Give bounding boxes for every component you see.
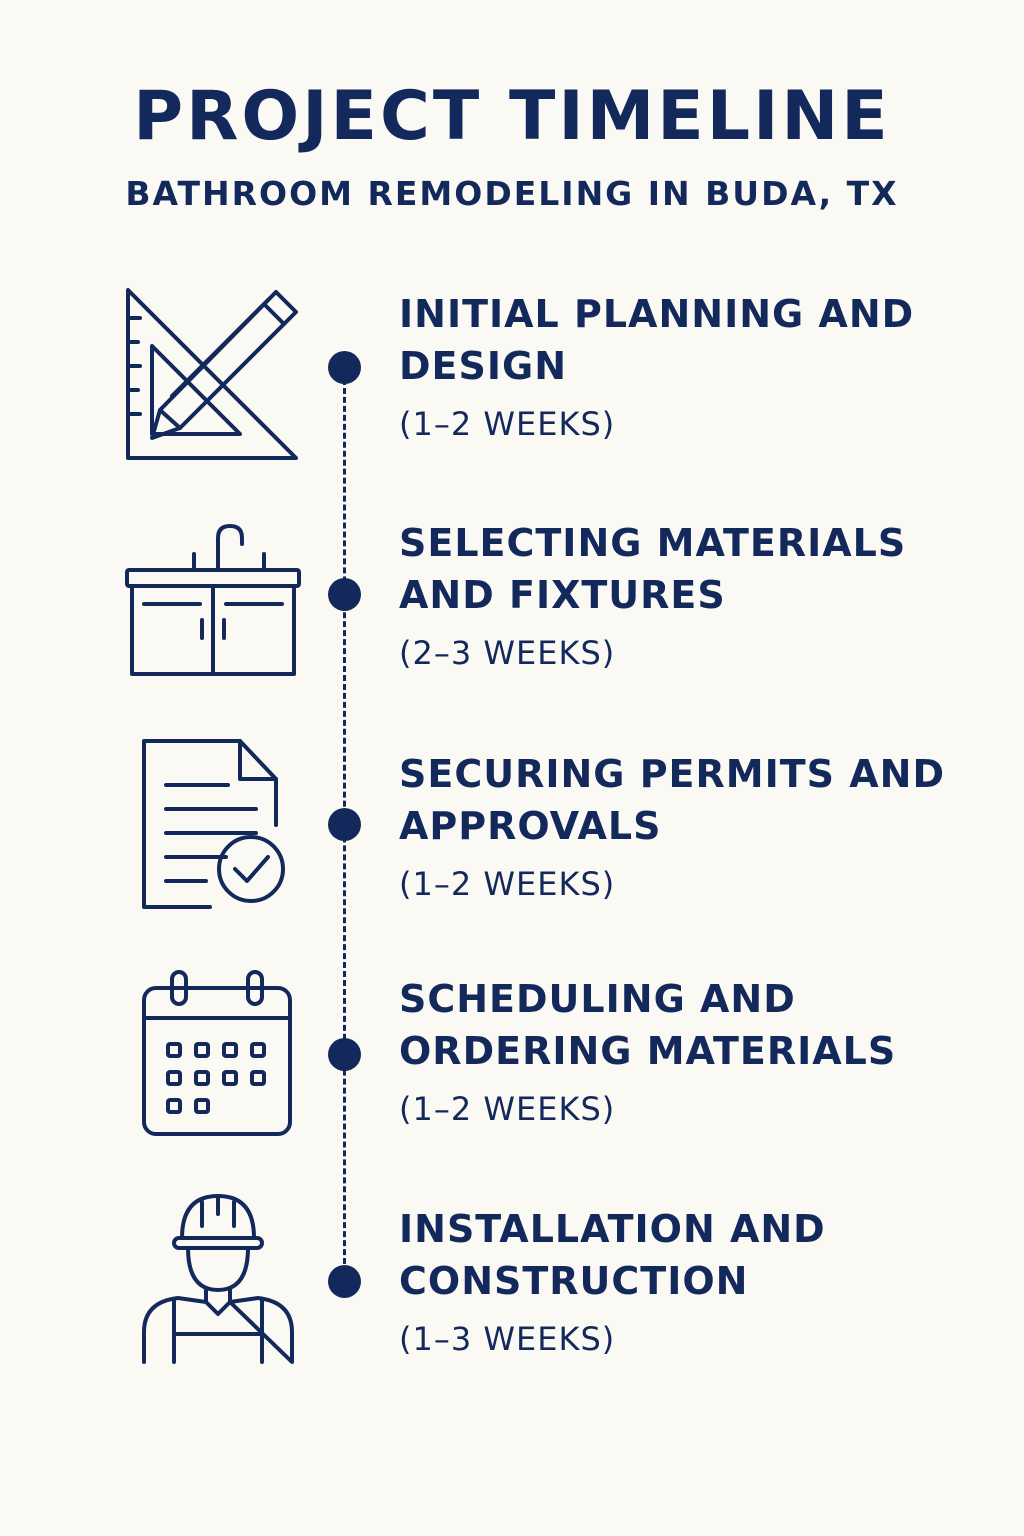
step-duration: (2–3 WEEKS) bbox=[399, 634, 616, 672]
vanity-sink-icon bbox=[118, 512, 308, 702]
timeline-dot bbox=[328, 808, 361, 841]
calendar-icon bbox=[118, 962, 308, 1152]
step-duration: (1–3 WEEKS) bbox=[399, 1320, 616, 1358]
timeline-dot bbox=[328, 578, 361, 611]
step-duration: (1–2 WEEKS) bbox=[399, 865, 616, 903]
step-item bbox=[399, 517, 999, 673]
step-title: INITIAL PLANNING AND DESIGN bbox=[399, 292, 915, 388]
step-title: SECURING PERMITS AND APPROVALS bbox=[399, 752, 945, 848]
step-item bbox=[399, 288, 999, 444]
step-duration: (1–2 WEEKS) bbox=[399, 1090, 616, 1128]
ruler-pencil-icon bbox=[118, 278, 308, 468]
step-duration: (1–2 WEEKS) bbox=[399, 405, 616, 443]
page-subtitle: BATHROOM REMODELING IN BUDA, TX bbox=[125, 174, 899, 213]
step-title: INSTALLATION AND CONSTRUCTION bbox=[399, 1207, 826, 1303]
timeline-dot bbox=[328, 1038, 361, 1071]
step-title: SCHEDULING AND ORDERING MATERIALS bbox=[399, 977, 897, 1073]
construction-worker-icon bbox=[118, 1186, 308, 1376]
timeline-dot bbox=[328, 351, 361, 384]
step-title: SELECTING MATERIALS AND FIXTURES bbox=[399, 521, 907, 617]
step-item bbox=[399, 973, 999, 1129]
page-title: PROJECT TIMELINE bbox=[133, 77, 891, 156]
step-item bbox=[399, 1203, 999, 1359]
timeline-dot bbox=[328, 1265, 361, 1298]
step-item bbox=[399, 748, 999, 904]
document-check-icon bbox=[118, 733, 308, 923]
